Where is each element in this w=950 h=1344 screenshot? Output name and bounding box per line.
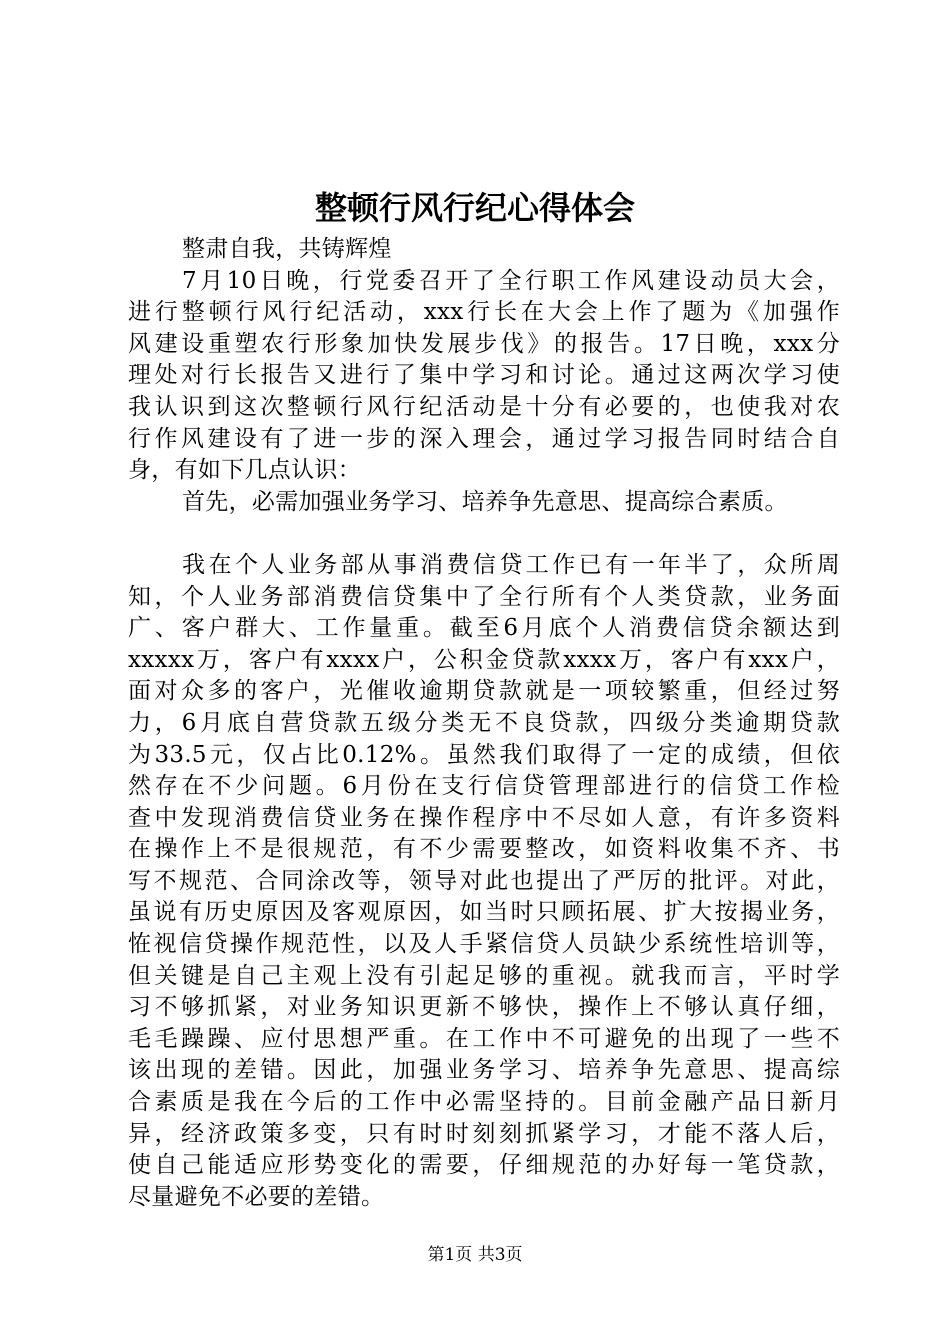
paragraph-line: 我在个人业务部从事消费信贷工作已有一年半了，众所周 <box>182 551 840 578</box>
paragraph-line: 广、客户群大、工作量重。截至6月底个人消费信贷余额达到 <box>128 615 840 642</box>
subtitle-line: 整肃自我，共铸辉煌 <box>182 236 392 262</box>
page-indicator: 第1页 共3页 <box>427 1245 523 1265</box>
paragraph-line: 风建设重塑农行形象加快发展步伐》的报告。17日晚，xxx分 <box>128 330 840 357</box>
paragraph-line: 查中发现消费信贷业务在操作程序中不尽如人意，有许多资料 <box>128 804 840 831</box>
paragraph-line: 我认识到这次整顿行风行纪活动是十分有必要的，也使我对农 <box>128 393 840 420</box>
paragraph-line: 力，6月底自营贷款五级分类无不良贷款，四级分类逾期贷款 <box>128 709 840 736</box>
document-title: 整顿行风行纪心得体会 <box>314 189 635 227</box>
paragraph-detail <box>128 550 840 1213</box>
paragraph-line: 为33.5元，仅占比0.12%。虽然我们取得了一定的成绩，但依 <box>128 741 840 768</box>
paragraph-line: 然存在不少问题。6月份在支行信贷管理部进行的信贷工作检 <box>128 773 840 800</box>
paragraph-line: 理处对行长报告又进行了集中学习和讨论。通过这两次学习使 <box>128 362 840 389</box>
paragraph-line: 行作风建设有了进一步的深入理会，通过学习报告同时结合自 <box>128 425 840 452</box>
paragraph-line: 恠视信贷操作规范性，以及人手紧信贷人员缺少系统性培训等， <box>128 931 840 958</box>
paragraph-line: 虽说有历史原因及客观原因，如当时只顾拓展、扩大按揭业务， <box>128 899 840 926</box>
paragraph-line: 异，经济政策多变，只有时时刻刻抓紧学习，才能不落人后， <box>128 1120 840 1147</box>
paragraph-line: 但关键是自己主观上没有引起足够的重视。就我而言，平时学 <box>128 962 840 989</box>
paragraph-spacer <box>128 518 840 550</box>
paragraph-line: 习不够抓紧，对业务知识更新不够快，操作上不够认真仔细， <box>128 994 840 1021</box>
paragraph-line: 毛毛躁躁、应付思想严重。在工作中不可避免的出现了一些不 <box>128 1025 840 1052</box>
document-body <box>128 234 840 1213</box>
paragraph-line: 知，个人业务部消费信贷集中了全行所有个人类贷款，业务面 <box>128 583 840 610</box>
paragraph-line: 写不规范、合同涂改等，领导对此也提出了严厉的批评。对此， <box>128 867 840 894</box>
paragraph-line: 7月10日晚，行党委召开了全行职工作风建设动员大会， <box>182 267 840 294</box>
paragraph-line: 面对众多的客户，光催收逾期贷款就是一项较繁重，但经过努 <box>128 678 840 705</box>
paragraph-line: 尽量避免不必要的差错。 <box>128 1183 385 1210</box>
paragraph-line: 使自己能适应形势变化的需要，仔细规范的办好每一笔贷款， <box>128 1152 840 1179</box>
paragraph-line: 合素质是我在今后的工作中必需坚持的。目前金融产品日新月 <box>128 1089 840 1116</box>
paragraph-line: 在操作上不是很规范，有不少需要整改，如资料收集不齐、书 <box>128 836 840 863</box>
point-heading-first: 首先，必需加强业务学习、培养争先意思、提高综合素质。 <box>182 488 788 515</box>
paragraph-line: 该出现的差错。因此，加强业务学习、培养争先意思、提高综 <box>128 1057 840 1084</box>
paragraph-intro <box>128 266 840 487</box>
paragraph-line: xxxxx万，客户有xxxx户，公积金贷款xxxx万，客户有xxx户， <box>128 646 840 673</box>
paragraph-line: 进行整顿行风行纪活动，xxx行长在大会上作了题为《加强作 <box>128 299 840 326</box>
paragraph-line: 身，有如下几点认识： <box>128 457 361 484</box>
